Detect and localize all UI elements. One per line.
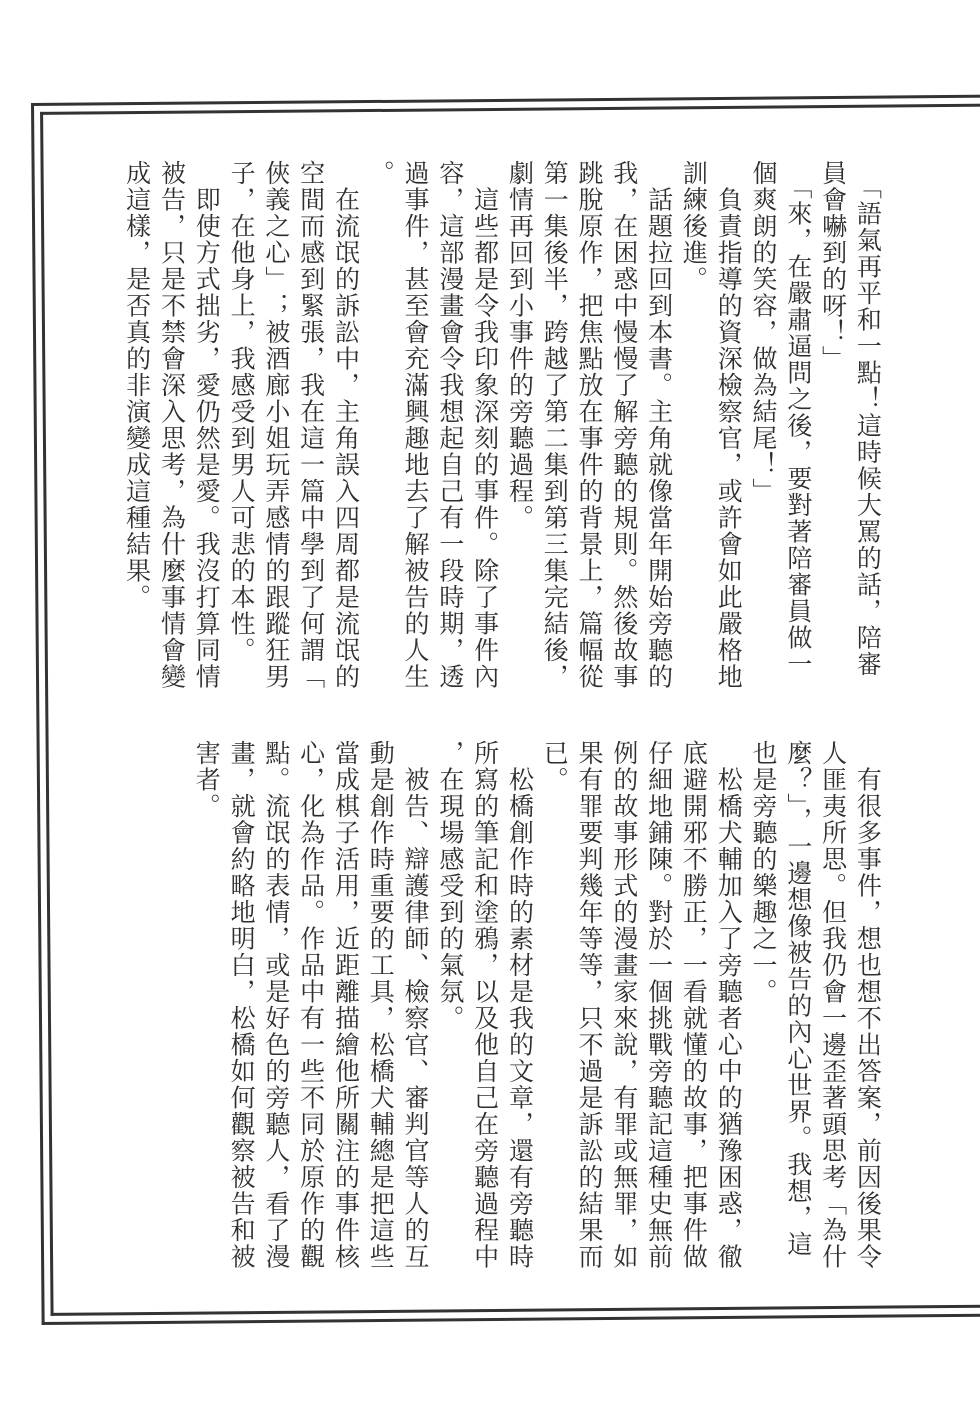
text-column: 點。流氓的表情，或是好色的旁聽人，看了漫 [261, 740, 291, 1270]
text-column: 員會嚇到的呀！」 [818, 160, 848, 372]
text-column: 動是創作時重要的工具，松橋犬輔總是把這些 [366, 740, 396, 1270]
text-column: 「語氣再平和一點！這時候大罵的話，陪審 [853, 160, 883, 678]
text-column: 有很多事件，想也想不出答案，前因後果令 [853, 740, 883, 1270]
lower-text-block [188, 740, 884, 1280]
text-column: 容，這部漫畫會令我想起自己有一段時期，透 [435, 160, 465, 690]
text-column: 過事件，甚至會充滿興趣地去了解被告的人生 [401, 160, 431, 690]
text-column: 話題拉回到本書。主角就像當年開始旁聽的 [644, 160, 674, 690]
text-column: 被告，只是不禁會深入思考，為什麼事情會變 [157, 160, 187, 690]
text-column: 麼？」，一邊想像被告的內心世界。我想，這 [783, 740, 813, 1258]
text-column: 所寫的筆記和塗鴉，以及他自己在旁聽過程中 [470, 740, 500, 1270]
text-column: 負責指導的資深檢察官，或許會如此嚴格地 [714, 160, 744, 690]
text-column: 例的故事形式的漫畫家來說，有罪或無罪，如 [609, 740, 639, 1270]
text-column: 松橋創作時的素材是我的文章，還有旁聽時 [505, 740, 535, 1270]
text-column: 果有罪要判幾年等等，只不過是訴訟的結果而 [575, 740, 605, 1270]
text-column: 第一集後半，跨越了第二集到第三集完結後， [540, 160, 570, 690]
text-column: 即使方式拙劣，愛仍然是愛。我沒打算同情 [192, 160, 222, 690]
text-column: 這些都是令我印象深刻的事件。除了事件內 [470, 160, 500, 690]
text-column: 子，在他身上，我感受到男人可悲的本性。 [227, 160, 257, 664]
text-column: 劇情再回到小事件的旁聽過程。 [505, 160, 535, 531]
text-column: 心，化為作品。作品中有一些不同於原作的觀 [296, 740, 326, 1270]
text-column: 在流氓的訴訟中，主角誤入四周都是流氓的 [331, 160, 361, 690]
text-column: 訓練後進。 [679, 160, 709, 293]
text-column: 個爽朗的笑容，做為結尾！」 [749, 160, 779, 505]
text-column: 。 [366, 160, 396, 187]
text-column: 空間而感到緊張，我在這一篇中學到了何謂「 [296, 160, 326, 690]
text-column: 底避開邪不勝正，一看就懂的故事，把事件做 [679, 740, 709, 1270]
text-column: 仔細地鋪陳。對於一個挑戰旁聽記這種史無前 [644, 740, 674, 1270]
text-column: 已。 [540, 740, 570, 793]
text-column: 當成棋子活用，近距離描繪他所關注的事件核 [331, 740, 361, 1270]
text-column: 畫，就會約略地明白，松橋如何觀察被告和被 [227, 740, 257, 1270]
text-column: 俠義之心」；被酒廊小姐玩弄感情的跟蹤狂男 [261, 160, 291, 690]
upper-text-block [119, 160, 885, 700]
text-column: 跳脫原作，把焦點放在事件的背景上，篇幅從 [575, 160, 605, 690]
text-column: 松橋犬輔加入了旁聽者心中的猶豫困惑，徹 [714, 740, 744, 1270]
text-column: 被告、辯護律師、檢察官、審判官等人的互 [401, 740, 431, 1270]
text-column: 我，在困惑中慢慢了解旁聽的規則。然後故事 [609, 160, 639, 690]
text-column: 也是旁聽的樂趣之一。 [749, 740, 779, 1005]
text-column: 害者。 [192, 740, 222, 820]
text-column: 人匪夷所思。但我仍會一邊歪著頭思考「為什 [818, 740, 848, 1270]
text-column: ，在現場感受到的氣氛。 [435, 740, 465, 1032]
text-column: 成這樣，是否真的非演變成這種結果。 [122, 160, 152, 611]
text-column: 「來，在嚴肅逼問之後，要對著陪審員做一 [783, 160, 813, 678]
